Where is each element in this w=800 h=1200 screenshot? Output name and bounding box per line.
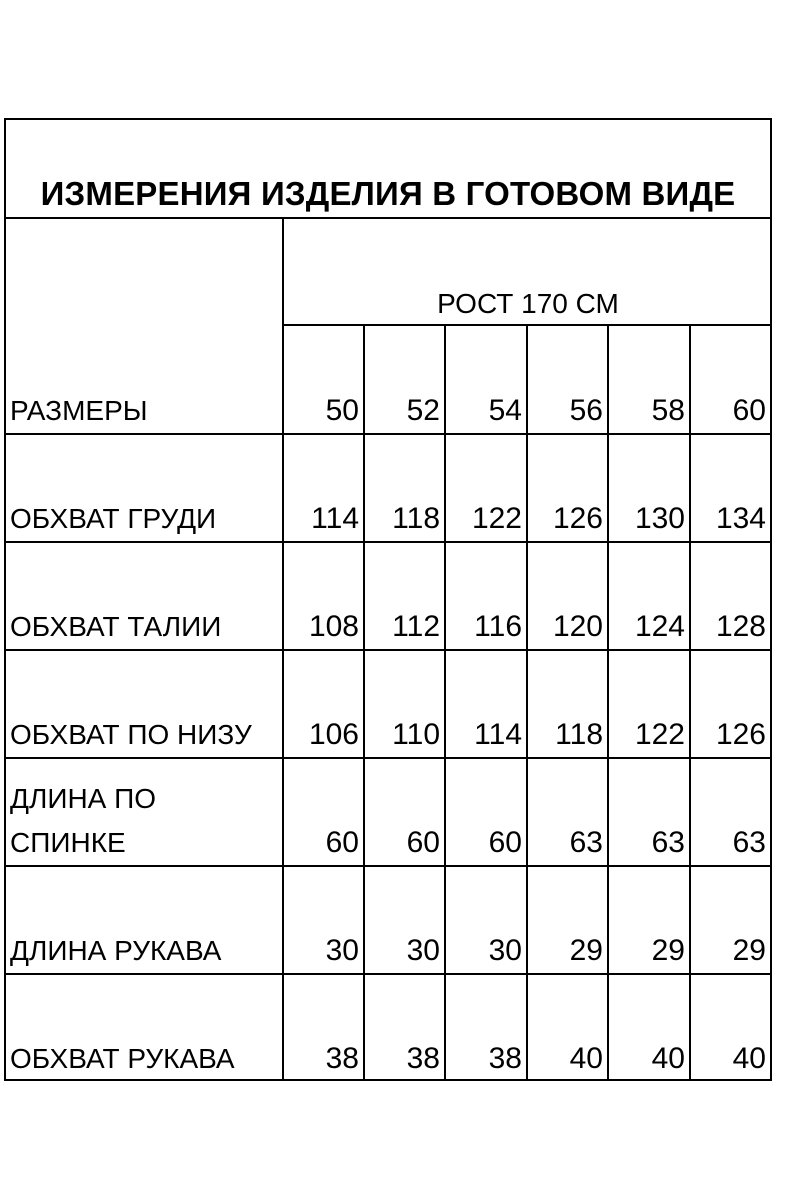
row-label-waist: ОБХВАТ ТАЛИИ	[10, 611, 222, 642]
table-cell: 38	[325, 1042, 359, 1075]
table-cell: 52	[406, 394, 440, 427]
row-divider	[4, 973, 772, 975]
table-cell: 50	[325, 394, 359, 427]
table-cell: 56	[569, 394, 603, 427]
table-cell: 63	[732, 826, 766, 859]
table-cell: 118	[555, 718, 603, 751]
table-cell: 63	[651, 826, 685, 859]
table-cell: 60	[325, 826, 359, 859]
table-cell: 60	[732, 394, 766, 427]
table-cell: 30	[325, 934, 359, 967]
table-cell: 54	[488, 394, 522, 427]
table-cell: 29	[732, 934, 766, 967]
row-divider	[4, 433, 772, 435]
row-divider	[4, 649, 772, 651]
height-label: РОСТ 170 СМ	[437, 288, 619, 319]
table-cell: 30	[488, 934, 522, 967]
row-label-back-length-line-1: ДЛИНА ПО	[10, 783, 157, 814]
table-cell: 124	[634, 610, 685, 643]
table-cell: 122	[634, 718, 685, 751]
table-cell: 40	[651, 1042, 685, 1075]
height-divider	[284, 324, 772, 326]
table-cell: 38	[406, 1042, 440, 1075]
table-cell: 126	[552, 502, 603, 535]
row-label-sizes: РАЗМЕРЫ	[10, 395, 148, 426]
table-cell: 106	[308, 718, 359, 751]
table-cell: 118	[392, 502, 440, 535]
table-cell: 58	[651, 394, 685, 427]
table-cell: 60	[406, 826, 440, 859]
row-label-hem: ОБХВАТ ПО НИЗУ	[10, 719, 252, 750]
page-title: ИЗМЕРЕНИЯ ИЗДЕЛИЯ В ГОТОВОМ ВИДЕ	[40, 175, 736, 212]
row-label-sleeve-girth: ОБХВАТ РУКАВА	[10, 1043, 235, 1074]
table-cell: 110	[392, 718, 440, 751]
table-cell: 112	[392, 610, 440, 643]
table-cell: 114	[311, 502, 359, 535]
table-cell: 63	[569, 826, 603, 859]
table-cell: 114	[474, 718, 522, 751]
table-cell: 122	[471, 502, 522, 535]
table-cell: 116	[474, 610, 522, 643]
table-cell: 40	[569, 1042, 603, 1075]
row-divider	[4, 757, 772, 759]
row-label-chest: ОБХВАТ ГРУДИ	[10, 503, 217, 534]
table-cell: 29	[651, 934, 685, 967]
table-cell: 126	[715, 718, 766, 751]
table-cell: 134	[715, 502, 766, 535]
table-cell: 108	[308, 610, 359, 643]
row-divider	[4, 541, 772, 543]
row-divider	[4, 865, 772, 867]
row-label-back-length-line-2: СПИНКЕ	[10, 827, 126, 858]
row-label-sleeve-length: ДЛИНА РУКАВА	[10, 935, 222, 966]
table-cell: 30	[406, 934, 440, 967]
table-cell: 128	[715, 610, 766, 643]
table-cell: 130	[634, 502, 685, 535]
table-cell: 29	[569, 934, 603, 967]
table-cell: 60	[488, 826, 522, 859]
table-cell: 38	[488, 1042, 522, 1075]
table-cell: 40	[732, 1042, 766, 1075]
table-cell: 120	[552, 610, 603, 643]
